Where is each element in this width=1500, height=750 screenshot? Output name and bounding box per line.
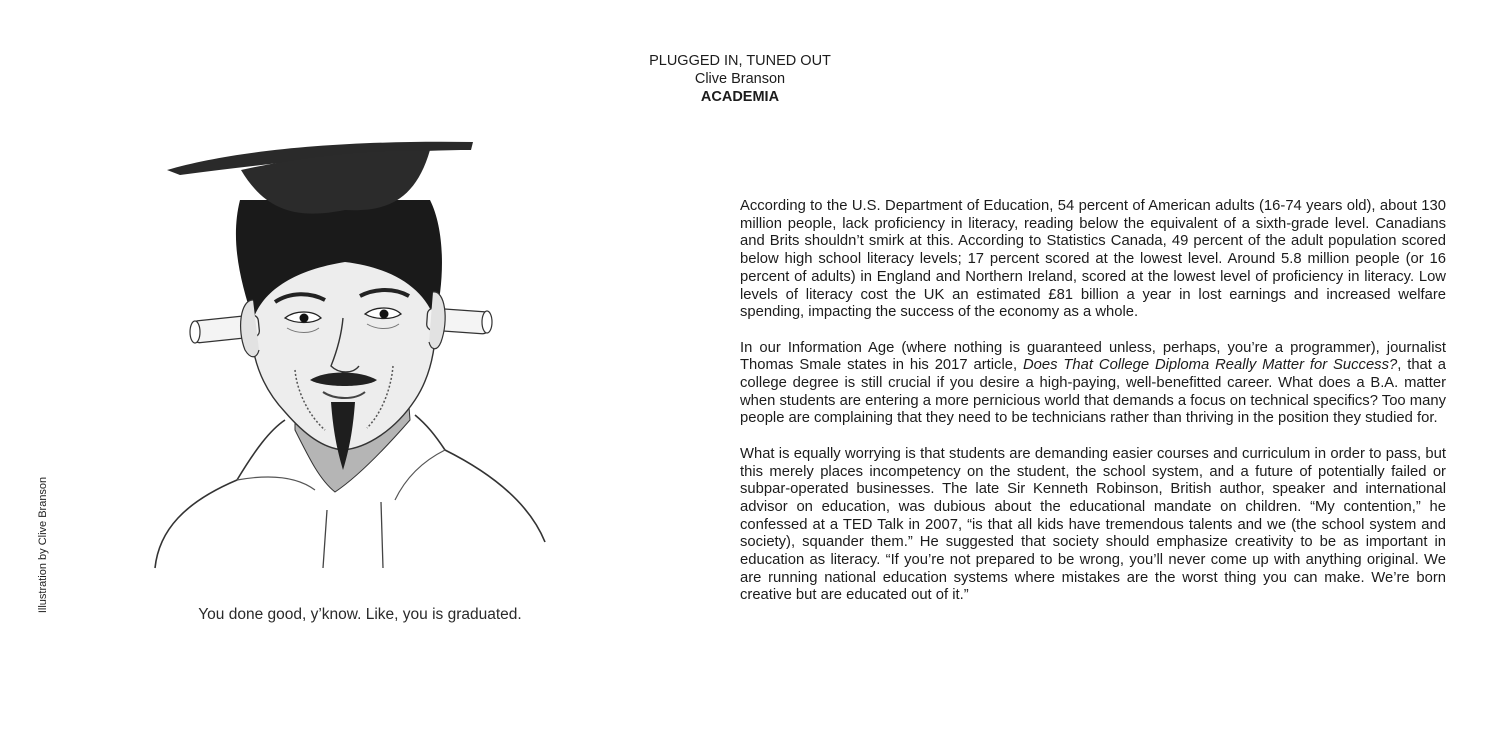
article-title: PLUGGED IN, TUNED OUT bbox=[649, 53, 831, 69]
cited-article-title: Does That College Diploma Really Matter for Success? bbox=[1022, 357, 1398, 374]
paragraph-2 bbox=[740, 340, 1446, 429]
article-header bbox=[540, 52, 940, 106]
article-body bbox=[740, 198, 1446, 623]
illustration-credit: Illustration by Clive Branson bbox=[37, 476, 49, 614]
section-label: ACADEMIA bbox=[700, 89, 780, 105]
paragraph-2-rest: , that a college degree is still crucial if you desire a high-paying, well-benefitted career. What does a B.A. matter when students are entering a more pernicious world that demands a focus on technical specifics? Too many people are complaining that they need to be technicians rather than thriving in the position they studied for. bbox=[740, 357, 1447, 427]
paragraph-1: According to the U.S. Department of Education, 54 percent of American adults (16-74 years old), about 130 million people, lack proficiency in literacy, reading below the equivalent of a sixth-grade level. Canadians and Brits shouldn’t smirk at this. According to Statistics Canada, 49 percent of the adult population scored below high school literacy levels; 17 percent scored at the lowest level. Around 5.8 million people (or 16 percent of adults) in England and Northern Ireland, scored at the lowest level of proficiency in literacy. Low levels of literacy cost the UK an estimated £81 billion a year in lost earnings and increased welfare spending, impacting the success of the economy as a whole. bbox=[740, 198, 1446, 321]
paragraph-3: What is equally worrying is that students are demanding easier courses and curriculum in order to pass, but this merely places incompetency on the student, the school system, and a future of potentially failed or subpar-operated businesses. The late Sir Kenneth Robinson, British author, speaker and international advisor on education, was dubious about the educational mandate on children. “My contention,” he confessed at a TED Talk in 2007, “is that all kids have tremendous talents and we (the school system and society), squander them.” He suggested that society should emphasize creativity to be as important in education as literacy. “If you’re not prepared to be wrong, you’ll never come up with anything original. We are running national education systems where mistakes are the worst thing you can make. We’re born creative but are educated out of it.” bbox=[740, 445, 1446, 604]
illustration-caption: You done good, y’know. Like, you is graduated. bbox=[198, 606, 522, 623]
paragraph-2-intro: In our Information Age (where nothing is guaranteed unless, perhaps, you’re a programmer), journalist Thomas Smale states in his 2017 article, bbox=[740, 339, 1446, 374]
author-name: Clive Branson bbox=[694, 71, 786, 87]
graduate-illustration bbox=[145, 130, 565, 580]
